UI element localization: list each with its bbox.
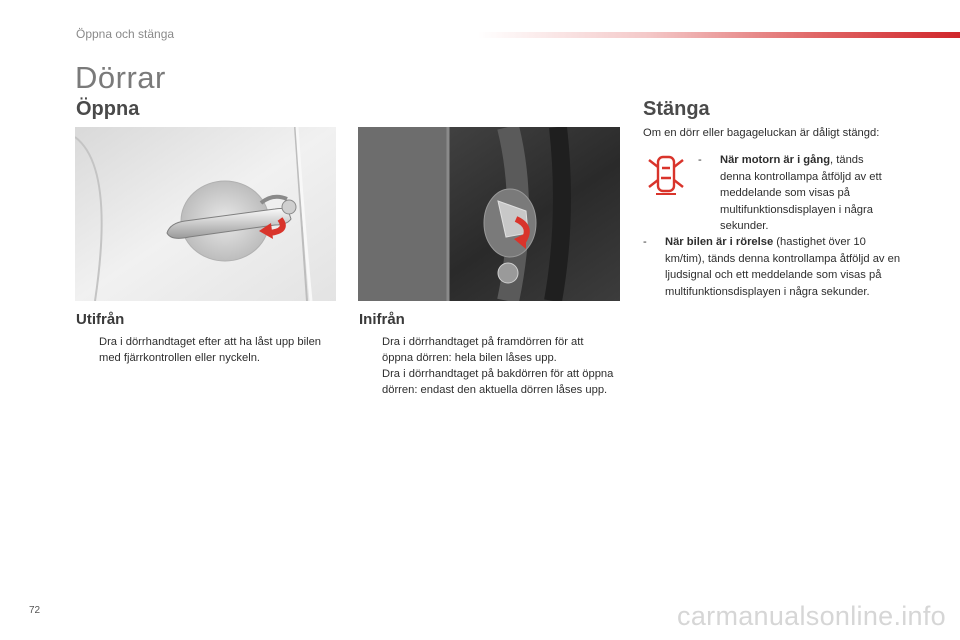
- close-item-engine-running: [698, 152, 892, 235]
- watermark: carmanualsonline.info: [677, 601, 946, 631]
- header-accent-bar: [478, 32, 960, 38]
- bullet-text: Dra i dörrhandtaget på bakdörren för att öppna dörren: endast den aktuella dörren låses upp.: [382, 368, 614, 396]
- close-item-text: , tänds denna kontrollampa åtföljd av ett meddelande som visas på multifunktionsdisplayen i några sekunder.: [720, 154, 882, 232]
- list-item: [359, 366, 614, 398]
- bullet-text: Dra i dörrhandtaget på framdörren för att öppna dörren: hela bilen låses upp.: [382, 336, 584, 364]
- dash-marker: -: [643, 236, 647, 248]
- inside-heading: Inifrån: [359, 311, 405, 328]
- close-item-bold: När bilen är i rörelse: [665, 236, 774, 248]
- page-title: Dörrar: [75, 60, 166, 95]
- page-number: 72: [29, 605, 41, 616]
- dash-marker: -: [698, 154, 702, 166]
- outside-instructions: [76, 334, 331, 366]
- exterior-door-handle-photo: [75, 127, 336, 301]
- bullet-text: Dra i dörrhandtaget efter att ha låst upp bilen med fjärrkontrollen eller nyckeln.: [99, 336, 322, 364]
- list-item: [76, 334, 331, 366]
- close-heading: Stänga: [643, 98, 710, 120]
- close-item-bold: När motorn är i gång: [720, 154, 831, 166]
- outside-heading: Utifrån: [76, 311, 125, 328]
- close-intro: Om en dörr eller bagageluckan är dåligt stängd:: [643, 127, 880, 139]
- section-title: Öppna och stänga: [76, 27, 175, 41]
- list-item: [359, 334, 614, 366]
- close-item-text: (hastighet över 10 km/tim), tänds denna kontrollampa åtföljd av en ljudsignal och ett meddelande som visas på multifunktionsdisplayen i några sekunder.: [665, 236, 901, 298]
- interior-door-handle-photo: [358, 127, 620, 301]
- door-open-warning-icon: [645, 154, 687, 198]
- inside-instructions: [359, 334, 614, 398]
- open-heading: Öppna: [76, 98, 140, 120]
- close-item-car-moving: [643, 234, 905, 300]
